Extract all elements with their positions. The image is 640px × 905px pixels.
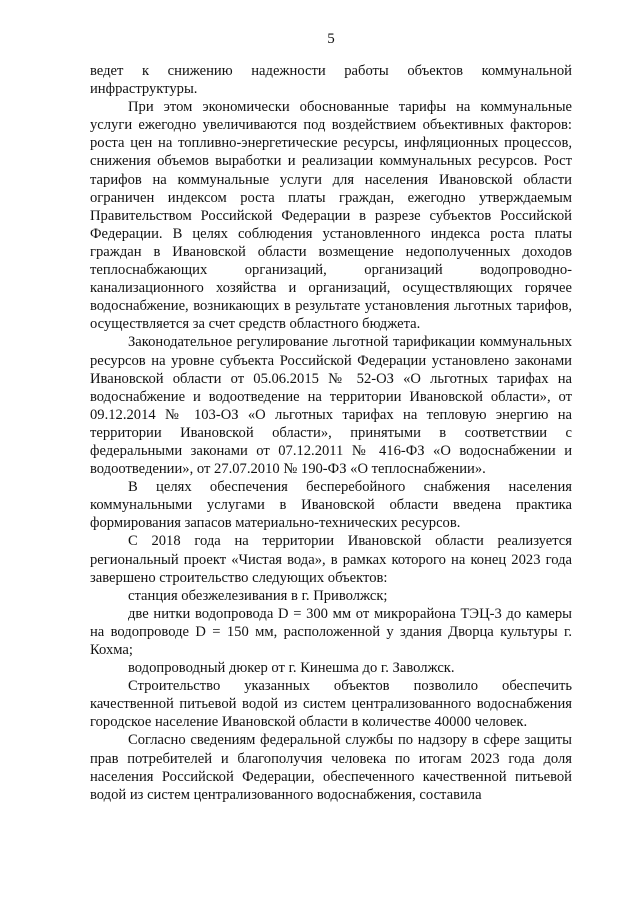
- list-item-3: водопроводный дюкер от г. Кинешма до г. Заволжск.: [128, 660, 455, 677]
- paragraph-7: Согласно сведениям федеральной службы по надзору в сфере защиты прав потребителей и благополучия человека по итогам 2023 года доля населения Российской Федерации, обеспеченного качественной питьевой водой из систем централизованного водоснабжения, составила: [90, 732, 572, 803]
- paragraph-2: При этом экономически обоснованные тарифы на коммунальные услуги ежегодно увеличиваются под воздействием объективных факторов: роста цен на топливно-энергетические ресурсы, инфляционных процессов, снижения объемов выработки и реализации коммунальных ресурсов. Рост тарифов на коммунальные услуги для населения Ивановской области ограничен индексом роста платы граждан, ежегодно утверждаемым Правительством Российской Федерации в разрезе субъектов Российской Федерации. В целях соблюдения установленного индекса роста платы граждан в Ивановской области возмещение недополученных доходов теплоснабжающих организаций, организаций водопроводно-канализационного хозяйства и организаций, осуществляющих горячее водоснабжение, возникающих в результате установления льготных тарифов, осуществляется за счет средств областного бюджета.: [90, 99, 572, 333]
- paragraph-3: Законодательное регулирование льготной тарификации коммунальных ресурсов на уровне субъекта Российской Федерации установлено законами Ивановской области от 05.06.2015 № 52-ОЗ «О льготных тарифах на водоснабжение и водоотведение на территории Ивановской области», от 09.12.2014 № 103-ОЗ «О льготных тарифах на тепловую энергию на территории Ивановской области», принятыми в соответствии с федеральными законами от 07.12.2011 № 416-ФЗ «О водоснабжении и водоотведении», от 27.07.2010 № 190-ФЗ «О теплоснабжении».: [90, 334, 572, 478]
- paragraph-1: ведет к снижению надежности работы объектов коммунальной инфраструктуры.: [90, 63, 572, 98]
- document-page: [90, 30, 572, 804]
- list-item-1: станция обезжелезивания в г. Приволжск;: [128, 587, 388, 604]
- page-number: 5: [327, 31, 335, 47]
- paragraph-4: В целях обеспечения бесперебойного снабжения населения коммунальными услугами в Ивановской области введена практика формирования запасов материально-технических ресурсов.: [90, 479, 572, 532]
- paragraph-6: Строительство указанных объектов позволило обеспечить качественной питьевой водой из систем централизованного водоснабжения городское население Ивановской области в количестве 40000 человек.: [90, 678, 572, 731]
- paragraph-5: С 2018 года на территории Ивановской области реализуется региональный проект «Чистая вода», в рамках которого на конец 2023 года завершено строительство следующих объектов:: [90, 533, 572, 586]
- list-item-2: две нитки водопровода D = 300 мм от микрорайона ТЭЦ-3 до камеры на водопроводе D = 150 мм, расположенной у здания Дворца культуры г. Кохма;: [90, 605, 572, 658]
